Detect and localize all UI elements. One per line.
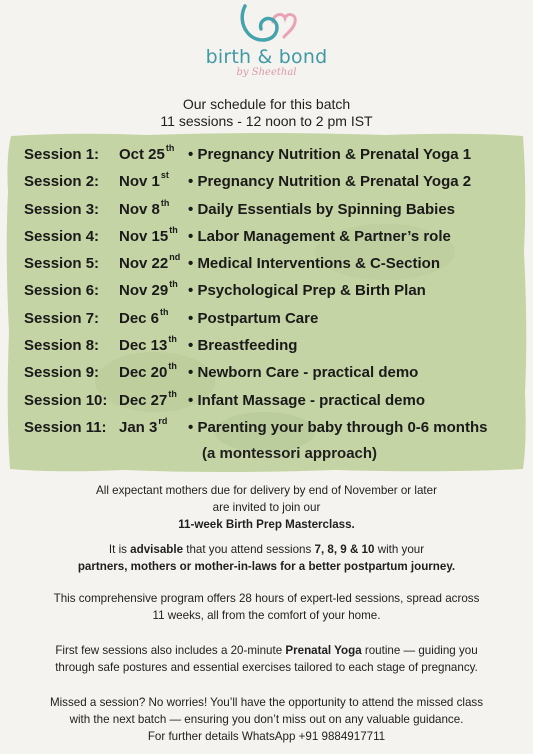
session-date-suffix: th [160, 306, 169, 317]
session-row [24, 388, 524, 415]
advisory-paragraph [0, 541, 533, 575]
session-date [119, 306, 169, 327]
advisory-sessions: 7, 8, 9 & 10 [314, 543, 375, 556]
session-date-text: Nov 1 [119, 173, 160, 191]
session-topic [188, 173, 471, 190]
invite-line1: All expectant mothers due for delivery by end of November or later [96, 484, 437, 497]
session-row [24, 169, 524, 196]
session-topic [188, 392, 425, 409]
session-label: Session 3: [24, 200, 100, 218]
yoga-line2: through safe postures and essential exercises tailored to each stage of pregnancy. [55, 661, 478, 674]
session-row [24, 333, 524, 360]
session-date [119, 415, 168, 436]
session-topic-text: Parenting your baby through 0-6 months [197, 418, 488, 436]
session-date-suffix: th [165, 143, 175, 153]
bullet: • [188, 227, 194, 245]
session-topic-text: Pregnancy Nutrition & Prenatal Yoga 2 [197, 173, 472, 191]
advisory-text-a: It is [108, 543, 131, 556]
advisory-line1 [0, 541, 533, 558]
session-label: Session 11: [24, 418, 107, 436]
session-topic-text: Labor Management & Partner’s role [197, 227, 451, 245]
session-label: Session 2: [24, 173, 100, 191]
session-row [24, 306, 524, 333]
invite-paragraph [0, 482, 533, 533]
session-topic-text: Postpartum Care [197, 309, 319, 327]
yoga-text-c: routine — guiding you [361, 644, 478, 657]
brand-name: birth & bond [205, 46, 328, 68]
session-date [119, 334, 177, 355]
program-line1: This comprehensive program offers 28 hours of expert-led sessions, spread across [53, 592, 480, 605]
bullet: • [188, 391, 194, 409]
session-label: Session 6: [24, 282, 100, 300]
session-date [119, 361, 177, 382]
session-date [119, 388, 177, 409]
session-topic-text: Newborn Care - practical demo [197, 364, 419, 382]
session-date-text: Dec 27 [119, 391, 168, 409]
session-date [119, 279, 178, 300]
session11-continued: (a montessori approach) [202, 445, 378, 462]
advisory-text-e: with your [374, 543, 425, 556]
session-date [119, 224, 178, 245]
session-row [24, 415, 524, 442]
session-label: Session 1: [24, 146, 100, 163]
session-row [24, 251, 524, 278]
session-date-text: Dec 13 [119, 337, 168, 355]
bullet: • [188, 282, 194, 300]
session-date-text: Nov 8 [119, 200, 160, 218]
session-row [24, 224, 524, 251]
bullet: • [188, 255, 194, 273]
session-date-suffix: rd [158, 415, 168, 426]
session-topic-text: Infant Massage - practical demo [197, 391, 426, 409]
program-paragraph [0, 590, 533, 624]
session-date-suffix: nd [169, 252, 181, 263]
yoga-paragraph [0, 642, 533, 676]
bullet: • [188, 337, 194, 355]
session-topic-text: Breastfeeding [197, 337, 298, 355]
session-topic-text: Psychological Prep & Birth Plan [197, 282, 426, 300]
intro-title: Our schedule for this batch [182, 96, 351, 112]
session-date-suffix: th [169, 224, 178, 235]
session-topic [188, 337, 297, 354]
missed-line2: with the next batch — ensuring you don’t miss out on any valuable guidance. [69, 713, 464, 726]
session-topic [188, 255, 440, 272]
session-date-text: Jan 3 [119, 418, 158, 436]
session-date-suffix: th [169, 279, 178, 290]
session-topic [188, 310, 318, 327]
session-topic [188, 419, 487, 436]
session-date-suffix: th [168, 334, 177, 345]
session-topic [188, 201, 455, 218]
bullet: • [188, 364, 194, 382]
session-date-text: Dec 20 [119, 364, 168, 382]
bullet: • [188, 146, 194, 163]
session-date [119, 197, 170, 218]
session-topic [188, 364, 418, 381]
bullet: • [188, 200, 194, 218]
contact-line: For further details WhatsApp +91 9884917711 [147, 730, 386, 743]
session-label: Session 4: [24, 227, 100, 245]
missed-line1: Missed a session? No worries! You’ll have the opportunity to attend the missed class [49, 696, 484, 709]
yoga-line1 [0, 642, 533, 659]
schedule-intro [0, 96, 533, 130]
session-date-suffix: th [160, 197, 170, 208]
logo [0, 2, 533, 78]
session-topic-text: Medical Interventions & C-Section [197, 255, 440, 273]
session-topic-text: Pregnancy Nutrition & Prenatal Yoga 1 [197, 146, 472, 163]
bullet: • [188, 418, 194, 436]
brand-byline: by Sheethal [236, 67, 297, 78]
intro-subtitle: 11 sessions - 12 noon to 2 pm IST [160, 113, 373, 129]
session-date-text: Oct 25 [119, 146, 165, 163]
session-date-text: Nov 15 [119, 227, 169, 245]
yoga-emph: Prenatal Yoga [285, 644, 362, 657]
session-label: Session 7: [24, 309, 100, 327]
yoga-text-a: First few sessions also includes a 20-minute [55, 644, 286, 657]
session-row [24, 142, 524, 169]
advisory-text-c: that you attend sessions [183, 543, 315, 556]
bullet: • [188, 309, 194, 327]
session-date-text: Dec 6 [119, 309, 160, 327]
missed-paragraph [0, 694, 533, 745]
bullet: • [188, 173, 194, 191]
session-topic [188, 146, 471, 163]
session-date [119, 143, 175, 163]
program-line2: 11 weeks, all from the comfort of your home. [152, 609, 381, 622]
session-row [24, 197, 524, 224]
session-date-suffix: th [168, 388, 177, 399]
session-label: Session 9: [24, 364, 100, 382]
session-date-suffix: st [160, 170, 169, 181]
session-topic [188, 228, 451, 245]
advisory-line2: partners, mothers or mother-in-laws for a better postpartum journey. [77, 560, 456, 573]
invite-line2: are invited to join our [212, 501, 321, 514]
hearts-icon [237, 2, 297, 46]
session-label: Session 5: [24, 255, 100, 273]
session-topic-text: Daily Essentials by Spinning Babies [197, 200, 456, 218]
session-row [24, 278, 524, 305]
session-date-suffix: th [168, 361, 177, 372]
advisory-emph: advisable [130, 543, 184, 556]
session-date-text: Nov 29 [119, 282, 169, 300]
session-date [119, 170, 169, 191]
session-list [24, 142, 524, 442]
session-row [24, 360, 524, 387]
session-date-text: Nov 22 [119, 255, 169, 273]
session-label: Session 8: [24, 337, 100, 355]
session-label: Session 10: [24, 391, 108, 409]
session-topic [188, 282, 426, 299]
session-date [119, 252, 181, 273]
masterclass-name: 11-week Birth Prep Masterclass. [178, 518, 355, 531]
